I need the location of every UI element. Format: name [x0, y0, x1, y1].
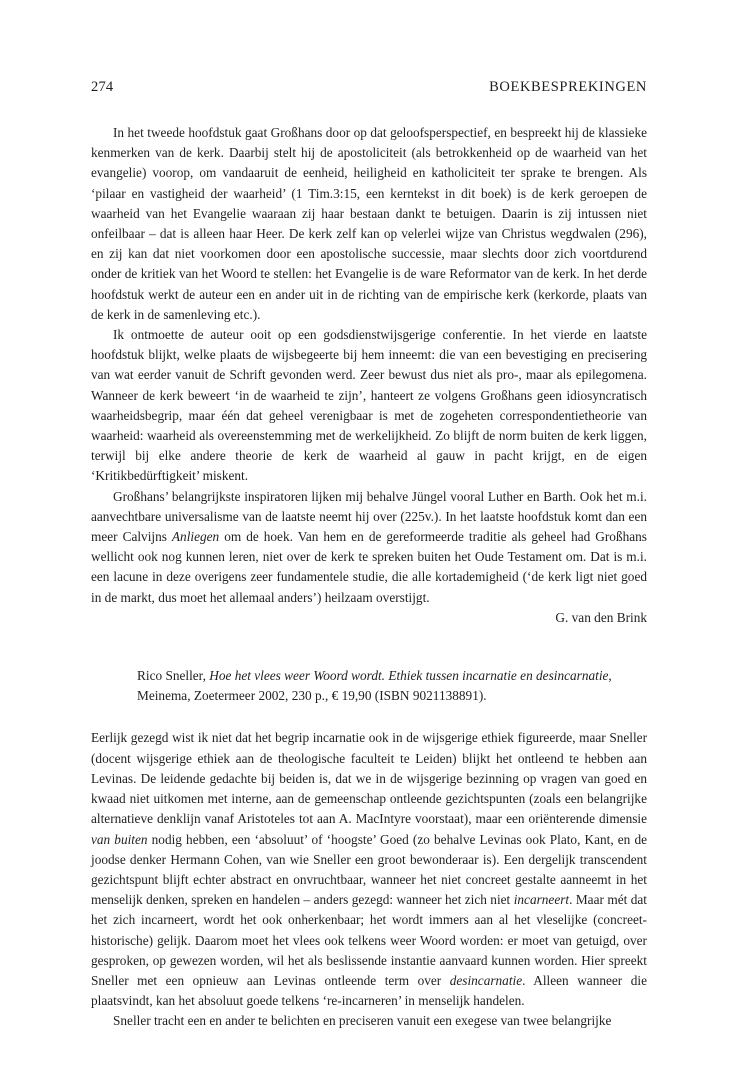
review1-paragraph-1: In het tweede hoofdstuk gaat Großhans door op dat geloofsperspectief, en bespreekt hij de klassieke kenmerken van de kerk. Daarbij stelt hij de apostoliciteit (als betrokkenheid op de waarheid van het evangelie) voorop, om vandaaruit de eenheid, heiligheid en katholiciteit ter sprake te brengen. Als ‘pilaar en vastigheid der waarheid’ (1 Tim.3:15, een kerntekst in dit boek) is de kerk geroepen de waarheid van het Evangelie waaraan zij haar bestaan dankt te betuigen. Daarin is zij intussen niet onfeilbaar – dat is alleen haar Heer. De kerk zelf kan op velerlei wijze van Christus wegdwalen (296), en zij kan dat niet voorkomen door een apostolische successie, maar slechts door zich voortdurend onder de kritiek van het Woord te stellen: het Evangelie is de ware Reformator van de kerk. In het derde hoofdstuk werkt de auteur een en ander uit in de richting van de empirische kerk (kerkorde, plaats van de kerk in de samenleving etc.).: [91, 125, 647, 322]
review1-paragraph-2: Ik ontmoette de auteur ooit op een godsdienstwijsgerige conferentie. In het vierde en laatste hoofdstuk blijkt, welke plaats de wijsbegeerte bij hem inneemt: die van een bevestiging en precisering van wat eerder vanuit de Schrift gevonden werd. Zeer bewust dus niet als pro-, maar als epilegomena. Wanneer de kerk beweert ‘in de waarheid te zijn’, hanteert ze volgens Großhans geen idiosyncratisch waarheidsbegrip, maar één dat geheel verenigbaar is met de zogeheten correspondentietheorie van waarheid: waarheid als overeenstemming met de werkelijkheid. Zo blijft de norm buiten de kerk liggen, terwijl bij elke andere theorie de kerk de waarheid al gauw in pacht krijgt, en de eigen ‘Kritikbedürftigkeit’ miskent.: [91, 327, 647, 484]
page: [91, 79, 647, 1032]
page-number: 274: [91, 79, 114, 95]
book-reference: [137, 666, 647, 706]
book-author: Rico Sneller,: [137, 668, 210, 684]
book-publication: , Meinema, Zoetermeer 2002, 230 p., € 19,90 (ISBN 9021138891).: [137, 668, 612, 704]
book-title: Hoe het vlees weer Woord wordt. Ethiek tussen incarnatie en desincarnatie: [209, 668, 609, 684]
italic-term: van buiten: [91, 831, 148, 847]
text-run: om de hoek. Van hem en de gereformeerde traditie als geheel had Großhans wellicht ook nog kunnen leren, niet over de kerk te spreken buiten het Oude Testament om. Dat is m.i. een lacune in deze overigens zeer fundamentele studie, die alle kortademigheid (‘de kerk ligt niet goed in de markt, dus moet het allemaal anders’) heilzaam overstijgt.: [91, 529, 647, 605]
text-run: Eerlijk gezegd wist ik niet dat het begrip incarnatie ook in de wijsgerige ethiek figureerde, maar Sneller (docent wijsgerige ethiek aan de theologische faculteit te Leiden) blijkt het ontleend te hebben aan Levinas. De leidende gedachte bij beiden is, dat we in de wijsgerige bezinning op vragen van goed en kwaad niet uitkomen met interne, aan de gemeenschap ontleende gezichtspunten (zoals een belangrijke alternatieve denklijn vanaf Aristoteles tot aan A. MacIntyre voorstaat), maar een oriënterende dimensie: [91, 730, 647, 827]
review-grosshans: [91, 123, 647, 628]
text-run: Großhans’ belangrijkste inspiratoren lijken mij behalve Jüngel vooral Luther en Barth. Ook het m.i. aanvechtbare universalisme van de laatste neemt hij over (225v.). In het laatste hoofdstuk komt dan een meer Calvijns: [91, 488, 647, 545]
running-head: BOEKBESPREKINGEN: [489, 79, 647, 95]
italic-term: desincarnatie: [449, 972, 523, 988]
review2-paragraph-1: [91, 728, 647, 1011]
italic-term: incarneert: [513, 892, 570, 908]
italic-term: Anliegen: [171, 529, 220, 545]
text-run: nodig hebben, een ‘absoluut’ of ‘hoogste’ Goed (zo behalve Levinas ook Plato, Kant, en de joodse denker Hermann Cohen, van wie Sneller een groot bewonderaar is). Een dergelijk transcendent gezichtspunt blijft echter abstract en onvruchtbaar, wanneer het niet concreet gestalte aanneemt in het menselijk denken, spreken en handelen – anders gezegd: wanneer het zich niet: [91, 831, 647, 908]
text-run: . Alleen wanneer die plaatsvindt, kan het absoluut goede telkens ‘re-incarneren’ in menselijk handelen.: [91, 972, 647, 1009]
reviewer-signature: G. van den Brink: [555, 609, 647, 625]
page-header: [91, 79, 647, 99]
review1-paragraph-3: [91, 487, 647, 608]
text-run: . Maar mét dat het zich incarneert, wordt het ook onherkenbaar; het wordt immers aan al het vleselijke (concreet-historische) gelijk. Daarom moet het vlees ook telkens weer Woord worden: er moet van getuigd, over gesproken, op gewezen worden, wil het als beslissende instantie aanvaard kunnen worden. Hier spreekt Sneller met een opnieuw aan Levinas ontleende term over: [91, 892, 647, 988]
review2-paragraph-2: Sneller tracht een en ander te belichten en preciseren vanuit een exegese van twee belangrijke: [113, 1013, 612, 1029]
review-sneller: [91, 728, 647, 1031]
